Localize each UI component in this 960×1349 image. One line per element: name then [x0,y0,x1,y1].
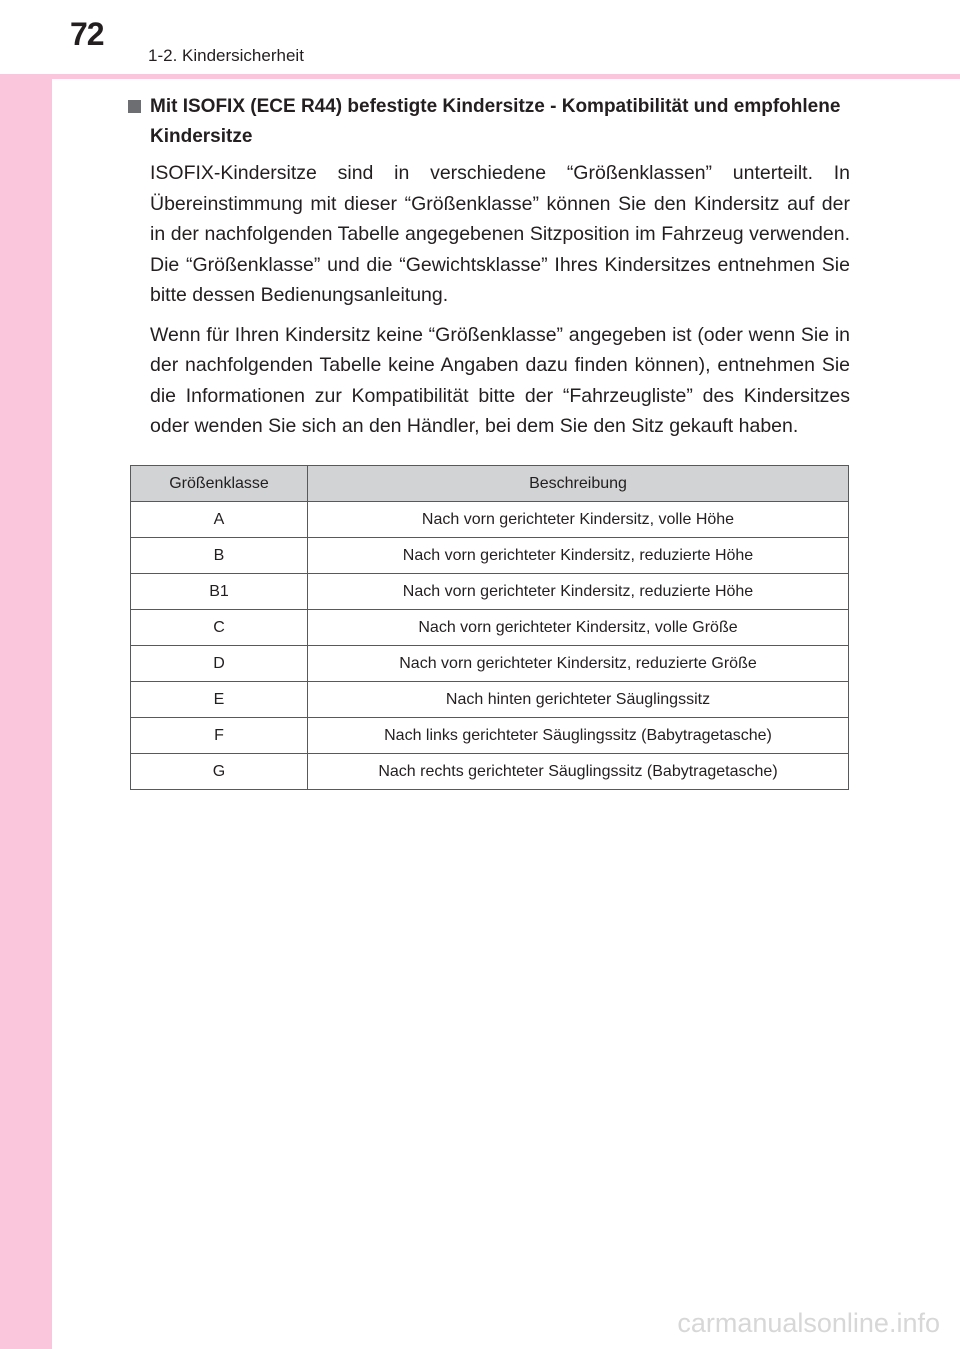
table-row [131,718,849,754]
size-class-cell: D [131,646,308,682]
page-number: 72 [70,16,104,52]
section-heading-text: Mit ISOFIX (ECE R44) befestigte Kindersitze - Kompatibilität und empfohlene Kindersitze [150,96,841,147]
table-row [131,610,849,646]
paragraph-vehicle-list: Wenn für Ihren Kindersitz keine “Größenklasse” angegeben ist (oder wenn Sie in der nachfolgenden Tabelle keine Angaben dazu finden können), entnehmen Sie die Informationen zur Kompatibilität bitte der “Fahrzeugliste” des Kindersitzes oder wenden Sie sich an den Händler, bei dem Sie den Sitz gekauft haben. [150,323,850,437]
main-content [130,92,850,442]
description-cell: Nach links gerichteter Säuglingssitz (Babytragetasche) [308,718,849,754]
watermark: carmanualsonline.info [677,1308,940,1338]
size-class-cell: G [131,754,308,790]
description-cell: Nach rechts gerichteter Säuglingssitz (Babytragetasche) [308,754,849,790]
section-title: 1-2. Kindersicherheit [148,46,304,65]
table-header-row [131,466,849,502]
table-row [131,538,849,574]
table-row [131,646,849,682]
section-heading [130,92,850,152]
size-class-cell: F [131,718,308,754]
header-band [0,0,960,78]
size-class-cell: B1 [131,574,308,610]
table-row [131,682,849,718]
size-class-cell: C [131,610,308,646]
size-class-cell: E [131,682,308,718]
description-cell: Nach vorn gerichteter Kindersitz, reduzierte Größe [308,646,849,682]
size-class-cell: A [131,502,308,538]
description-cell: Nach hinten gerichteter Säuglingssitz [308,682,849,718]
size-class-table [130,465,849,790]
description-cell: Nach vorn gerichteter Kindersitz, reduzierte Höhe [308,574,849,610]
table-row [131,574,849,610]
side-color-band [0,0,52,1349]
table-row [131,502,849,538]
description-cell: Nach vorn gerichteter Kindersitz, volle Größe [308,610,849,646]
header-rule [0,74,960,79]
square-bullet-icon [128,100,141,113]
description-cell: Nach vorn gerichteter Kindersitz, reduzierte Höhe [308,538,849,574]
table-header-size-class: Größenklasse [131,466,308,502]
table-row [131,754,849,790]
description-cell: Nach vorn gerichteter Kindersitz, volle Höhe [308,502,849,538]
size-class-cell: B [131,538,308,574]
table-header-description: Beschreibung [308,466,849,502]
paragraph-size-classes: ISOFIX-Kindersitze sind in verschiedene “Größenklassen” unterteilt. In Übereinstimmung mit dieser “Größenklasse” können Sie den Kindersitz auf der in der nachfolgenden Tabelle angegebenen Sitzposition im Fahrzeug verwenden. Die “Größenklasse” und die “Gewichtsklasse” Ihres Kindersitzes entnehmen Sie bitte dessen Bedienungsanleitung. [150,162,850,306]
